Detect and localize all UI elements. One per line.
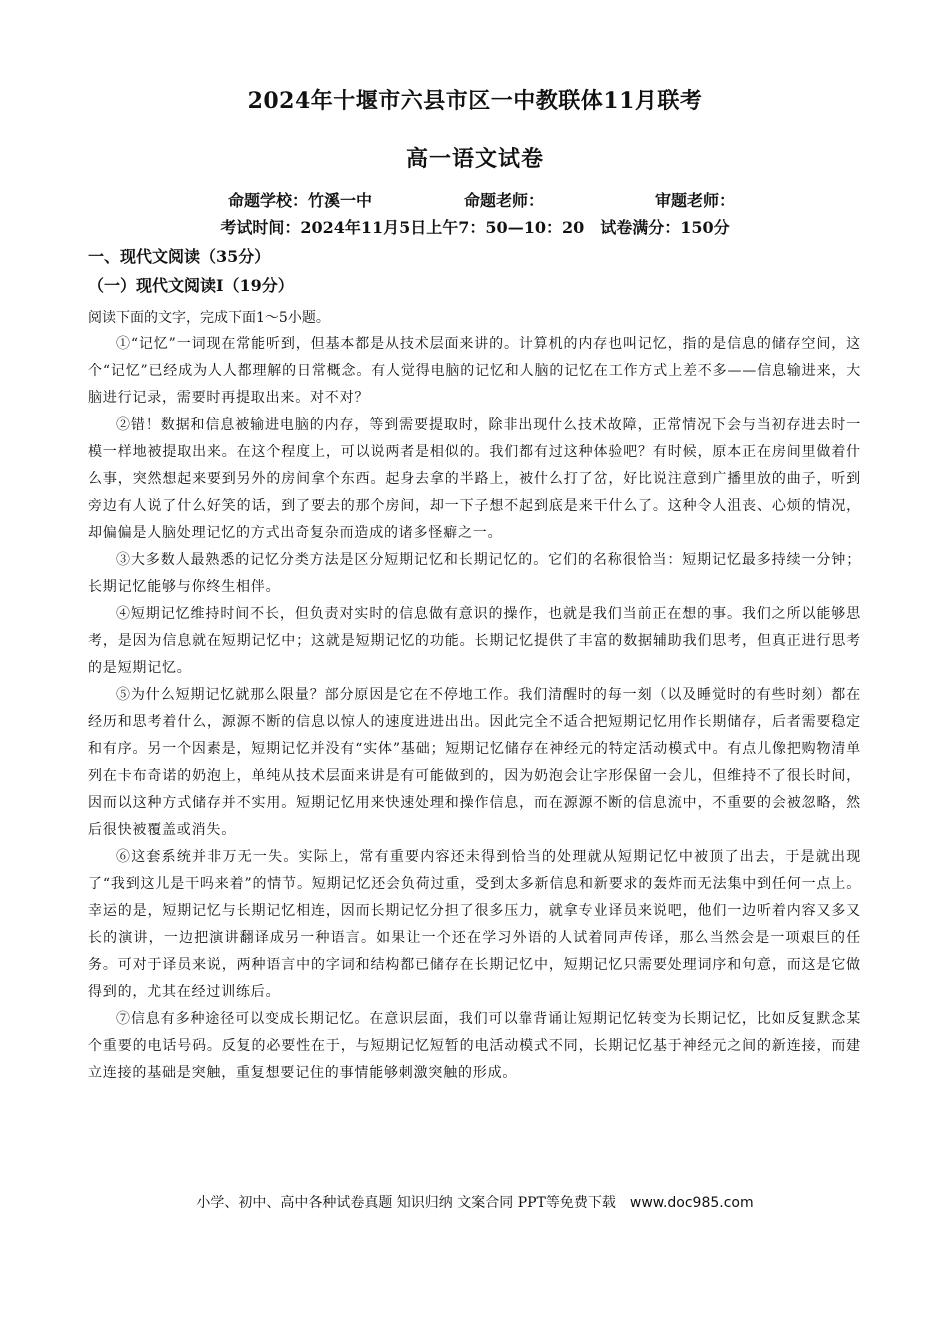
question-reviewer: 审题老师： <box>655 191 736 210</box>
paragraph-6: ⑥这套系统并非万无一失。实际上，常有重要内容还未得到恰当的处理就从短期记忆中被顶了出去，于是就出现了“我到这儿是干吗来着”的情节。短期记忆还会负荷过重，受到太多新信息和新要求的轰炸而无法集中到任何一点上。幸运的是，短期记忆与长期记忆相连，因而长期记忆分担了很多压力，就拿专业译员来说吧，他们一边听着内容又多又长的演讲，一边把演讲翻译成另一种语言。如果让一个还在学习外语的人试着同声传译，那么当然会是一项艰巨的任务。可对于译员来说，两种语言中的字词和结构都已储存在长期记忆中，短期记忆只需要处理词序和句意，而这是它做得到的，尤其在经过训练后。 <box>88 849 861 1000</box>
exam-staff-line <box>0 188 950 212</box>
paragraph-3: ③大多数人最熟悉的记忆分类方法是区分短期记忆和长期记忆的。它们的名称很恰当：短期记忆最多持续一分钟；长期记忆能够与你终生相伴。 <box>88 552 861 595</box>
paragraph-1: ①“记忆”一词现在常能听到，但基本都是从技术层面来讲的。计算机的内存也叫记忆，指的是信息的储存空间，这个“记忆”已经成为人人都理解的日常概念。有人觉得电脑的记忆和人脑的记忆在工作方式上差不多——信息输进来，大脑进行记录，需要时再提取出来。对不对？ <box>88 336 861 406</box>
exam-time-and-score: 考试时间：2024年11月5日上午7：50—10：20 试卷满分：150分 <box>220 218 730 237</box>
reading-instruction: 阅读下面的文字，完成下面1～5小题。 <box>88 310 330 326</box>
section-heading: 一、现代文阅读（35分） <box>88 247 271 266</box>
paragraph-2: ②错！数据和信息被输进电脑的内存，等到需要提取时，除非出现什么技术故障，正常情况下会与当初存进去时一模一样地被提取出来。在这个程度上，可以说两者是相似的。我们都有过这种体验吧？有时候，原本正在房间里做着什么事，突然想起来要到另外的房间拿个东西。起身去拿的半路上，被什么打了岔，好比说注意到广播里放的曲子，听到旁边有人说了什么好笑的话，到了要去的那个房间，却一下子想不起到底是来干什么了。这种令人沮丧、心烦的情况，却偏偏是人脑处理记忆的方式出奇复杂而造成的诸多怪癖之一。 <box>88 417 861 541</box>
reading-passage <box>88 331 861 1087</box>
paragraph-5: ⑤为什么短期记忆就那么限量？部分原因是它在不停地工作。我们清醒时的每一刻（以及睡觉时的有些时刻）都在经历和思考着什么，源源不断的信息以惊人的速度进进出出。因此完全不适合把短期记忆用作长期储存，后者需要稳定和有序。另一个因素是，短期记忆并没有“实体”基础；短期记忆储存在神经元的特定活动模式中。有点儿像把购物清单列在卡布奇诺的奶泡上，单纯从技术层面来讲是有可能做到的，因为奶泡会让字形保留一会儿，但维持不了很长时间，因而以这种方式储存并不实用。短期记忆用来快速处理和操作信息，而在源源不断的信息流中，不重要的会被忽略，然后很快被覆盖或消失。 <box>88 687 861 838</box>
page-footer <box>0 1192 950 1212</box>
paragraph-7: ⑦信息有多种途径可以变成长期记忆。在意识层面，我们可以靠背诵让短期记忆转变为长期记忆，比如反复默念某个重要的电话号码。反复的必要性在于，与短期记忆短暂的电活动模式不同，长期记忆基于神经元之间的新连接，而建立连接的基础是突触，重复想要记住的事情能够刺激突触的形成。 <box>88 1011 861 1081</box>
paragraph-4: ④短期记忆维持时间不长，但负责对实时的信息做有意识的操作，也就是我们当前正在想的事。我们之所以能够思考，是因为信息就在短期记忆中；这就是短期记忆的功能。长期记忆提供了丰富的数据辅助我们思考，但真正进行思考的是短期记忆。 <box>88 606 861 676</box>
question-setter: 命题老师： <box>464 191 545 210</box>
exam-title: 2024年十堰市六县市区一中教联体11月联考 <box>247 88 703 114</box>
subsection-heading: （一）现代文阅读Ⅰ（19分） <box>88 276 294 295</box>
setting-school: 命题学校：竹溪一中 <box>228 191 373 210</box>
footer-text: 小学、初中、高中各种试卷真题 知识归纳 文案合同 PPT等免费下载 <box>196 1195 616 1211</box>
exam-subtitle: 高一语文试卷 <box>405 146 544 172</box>
footer-url[interactable]: www.doc985.com <box>629 1195 754 1211</box>
